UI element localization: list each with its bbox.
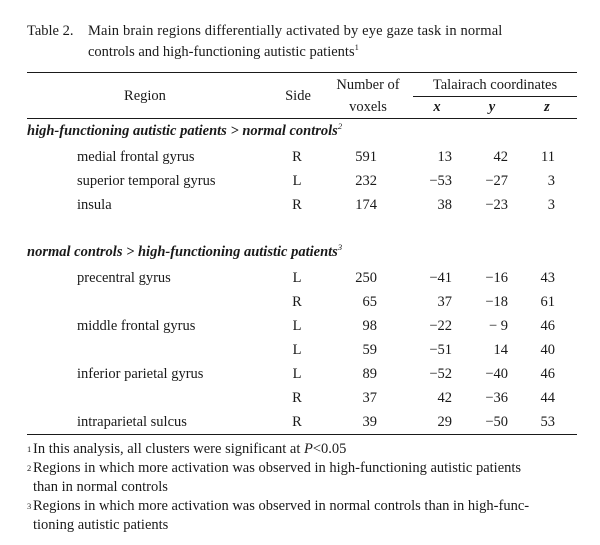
cell-y: −50 — [485, 414, 508, 430]
footnote-3-line-2: tioning autistic patients — [33, 517, 169, 533]
footnote-1-p: P — [304, 441, 313, 457]
footnote-1 — [27, 440, 579, 459]
header-number-line1: Number of — [336, 77, 400, 93]
cell-y: −16 — [485, 270, 508, 286]
cell-z: 40 — [540, 342, 555, 358]
cell-z: 43 — [540, 270, 555, 286]
cell-z: 61 — [540, 294, 555, 310]
cell-voxels: 591 — [355, 149, 377, 165]
cell-y: −18 — [485, 294, 508, 310]
footnote-2 — [27, 459, 579, 497]
caption-line-2 — [88, 42, 359, 63]
section-title-2-mark: 3 — [337, 242, 343, 252]
cell-x: 13 — [437, 149, 452, 165]
cell-side: L — [292, 270, 302, 286]
cell-x: 37 — [437, 294, 452, 310]
top-rule — [27, 72, 577, 73]
cell-side: R — [292, 197, 302, 213]
cell-y: 14 — [493, 342, 508, 358]
header-rule — [27, 118, 577, 119]
footnote-3 — [27, 497, 579, 535]
cell-voxels: 89 — [362, 366, 377, 382]
footnote-1-text — [33, 440, 579, 459]
cell-x: 38 — [437, 197, 452, 213]
cell-voxels: 250 — [355, 270, 377, 286]
header-side: Side — [285, 88, 311, 104]
cell-y: −40 — [485, 366, 508, 382]
cell-y: − 9 — [488, 318, 508, 334]
header-x: x — [433, 99, 441, 115]
section-title-1-mark: 2 — [337, 121, 343, 131]
cell-region: inferior parietal gyrus — [77, 366, 204, 382]
cell-voxels: 98 — [362, 318, 377, 334]
footnote-3-text — [33, 497, 579, 535]
cell-side: L — [292, 173, 302, 189]
cell-voxels: 37 — [362, 390, 377, 406]
cell-x: −51 — [429, 342, 452, 358]
cell-voxels: 65 — [362, 294, 377, 310]
cell-x: −22 — [429, 318, 452, 334]
cell-y: −27 — [485, 173, 508, 189]
cell-side: L — [292, 342, 302, 358]
talairach-subrule — [413, 96, 577, 97]
caption-line-1: Main brain regions differentially activated by eye gaze task in normal — [88, 23, 503, 39]
cell-z: 44 — [540, 390, 555, 406]
section-title-1 — [27, 123, 342, 140]
footnote-1-text-before: In this analysis, all clusters were significant at — [33, 441, 304, 457]
cell-y: −36 — [485, 390, 508, 406]
cell-x: −53 — [429, 173, 452, 189]
cell-z: 11 — [541, 149, 555, 165]
cell-x: −41 — [429, 270, 452, 286]
header-talairach: Talairach coordinates — [432, 77, 558, 93]
cell-voxels: 39 — [362, 414, 377, 430]
table-label: Table 2. — [27, 23, 74, 39]
header-number-line2: voxels — [349, 99, 387, 115]
cell-side: L — [292, 318, 302, 334]
cell-region: insula — [77, 197, 112, 213]
caption-line-2-text: controls and high-functioning autistic patients — [88, 44, 355, 60]
header-y: y — [488, 99, 496, 115]
cell-voxels: 232 — [355, 173, 377, 189]
cell-y: 42 — [493, 149, 508, 165]
cell-side: R — [292, 149, 302, 165]
footnote-3-mark: 3 — [27, 501, 32, 511]
header-region: Region — [124, 88, 166, 104]
footnote-1-mark: 1 — [27, 444, 32, 454]
cell-z: 46 — [540, 318, 555, 334]
cell-z: 46 — [540, 366, 555, 382]
cell-z: 53 — [540, 414, 555, 430]
footnote-2-line-2: than in normal controls — [33, 479, 168, 495]
cell-x: −52 — [429, 366, 452, 382]
cell-voxels: 174 — [355, 197, 377, 213]
bottom-rule — [27, 434, 577, 435]
footnote-1-text-after: <0.05 — [312, 441, 347, 457]
cell-side: L — [292, 366, 302, 382]
cell-x: 42 — [437, 390, 452, 406]
cell-region: medial frontal gyrus — [77, 149, 195, 165]
header-z: z — [544, 99, 550, 115]
footnote-2-mark: 2 — [27, 463, 32, 473]
cell-y: −23 — [485, 197, 508, 213]
cell-side: R — [292, 390, 302, 406]
cell-z: 3 — [547, 173, 555, 189]
cell-x: 29 — [437, 414, 452, 430]
cell-region: precentral gyrus — [77, 270, 171, 286]
cell-region: superior temporal gyrus — [77, 173, 216, 189]
section-title-1-text: high-functioning autistic patients > normal controls — [27, 123, 338, 139]
cell-side: R — [292, 294, 302, 310]
cell-z: 3 — [547, 197, 555, 213]
caption-footnote-mark: 1 — [354, 42, 359, 52]
cell-side: R — [292, 414, 302, 430]
section-title-2 — [27, 244, 342, 261]
footnote-2-text — [33, 459, 579, 497]
cell-voxels: 59 — [362, 342, 377, 358]
cell-region: intraparietal sulcus — [77, 414, 187, 430]
cell-region: middle frontal gyrus — [77, 318, 196, 334]
footnote-3-line-1: Regions in which more activation was observed in normal controls than in high-func- — [33, 498, 530, 514]
section-title-2-text: normal controls > high-functioning autistic patients — [27, 244, 338, 260]
footnote-2-line-1: Regions in which more activation was observed in high-functioning autistic patients — [33, 460, 522, 476]
